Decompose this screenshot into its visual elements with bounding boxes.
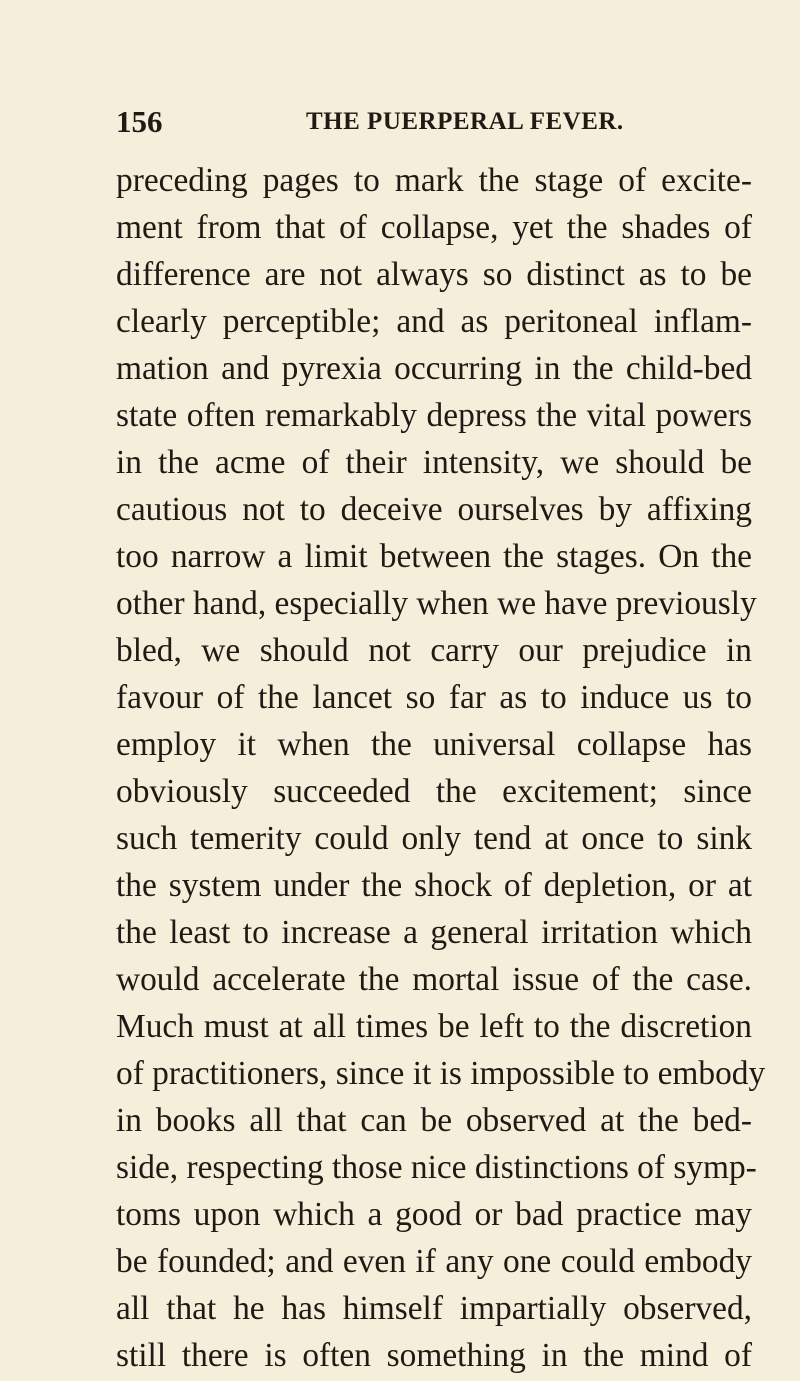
text-line: favour of the lancet so far as to induce us to (116, 679, 752, 716)
body-text (116, 157, 766, 1379)
text-line: cautious not to deceive ourselves by affixing (116, 491, 752, 528)
text-line: such temerity could only tend at once to sink (116, 820, 752, 857)
text-line: be founded; and even if any one could embody (116, 1243, 752, 1280)
running-head (116, 102, 740, 142)
text-line: all that he has himself impartially observed, (116, 1290, 752, 1327)
text-line: still there is often something in the mind of (116, 1337, 752, 1374)
text-line: in books all that can be observed at the bed- (116, 1102, 752, 1139)
text-line: mation and pyrexia occurring in the child-bed (116, 350, 752, 387)
text-line: other hand, especially when we have previously (116, 585, 757, 622)
text-line: would accelerate the mortal issue of the case. (116, 961, 752, 998)
text-line: the least to increase a general irritation which (116, 914, 752, 951)
text-line: in the acme of their intensity, we should be (116, 444, 752, 481)
text-line: of practitioners, since it is impossible to embody (116, 1055, 766, 1092)
text-line: side, respecting those nice distinctions of symp- (116, 1149, 757, 1186)
text-line: clearly perceptible; and as peritoneal inflam- (116, 303, 752, 340)
running-title: THE PUERPERAL FEVER. (306, 108, 624, 135)
text-line: toms upon which a good or bad practice may (116, 1196, 752, 1233)
text-line: difference are not always so distinct as to be (116, 256, 752, 293)
page-number: 156 (116, 104, 163, 139)
text-line: employ it when the universal collapse has (116, 726, 752, 763)
text-line: state often remarkably depress the vital powers (116, 397, 752, 434)
text-line: ment from that of collapse, yet the shades of (116, 209, 752, 246)
text-line: too narrow a limit between the stages. On the (116, 538, 752, 575)
text-line: Much must at all times be left to the discretion (116, 1008, 752, 1045)
text-line: preceding pages to mark the stage of excite- (116, 162, 752, 199)
text-line: the system under the shock of depletion, or at (116, 867, 752, 904)
text-line: bled, we should not carry our prejudice in (116, 632, 752, 669)
text-line: obviously succeeded the excitement; since (116, 773, 752, 810)
